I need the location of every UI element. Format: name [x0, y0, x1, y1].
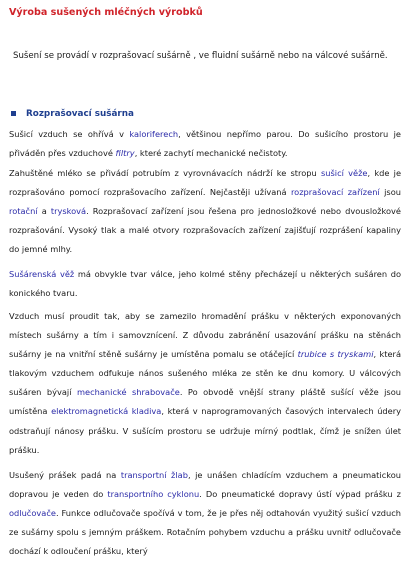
paragraph-text: Usušený prášek padá na [9, 470, 121, 480]
paragraph-rozprasovani [9, 164, 401, 259]
paragraph-text: . Do pneumatické dopravy ústí výpad prášku z [199, 489, 401, 500]
inline-link[interactable]: odlučovače [9, 508, 56, 519]
paragraph-kalorifery [9, 125, 401, 163]
section-heading [9, 109, 134, 119]
inline-link[interactable]: mechanické shrabovače [76, 387, 180, 398]
inline-link[interactable]: rotační [9, 206, 38, 217]
intro-text: Sušení se provádí v rozprašovací sušárně , ve fluidní sušárně nebo na válcové sušárně. [13, 51, 388, 61]
paragraph-text: , kde je rozprašováno pomocí rozprašovacího zařízení. Nejčastěji užívaná [9, 168, 402, 198]
paragraph-transport-prasku [9, 466, 401, 561]
paragraph-text: , většinou nepřímo parou. Do sušicího prostoru je přiváděn přes vzduchové [9, 129, 401, 159]
paragraph-text: , která v naprogramovaných časových intervalech údery odstraňují nánosy prášku. V sušícím prostoru se udržuje mírný podtlak, čímž je snížen úlet prášku. [9, 406, 402, 455]
paragraph-text: . Rozprašovací zařízení jsou řešena pro jednosložkové nebo dvousložkové rozprašování. Vysoký tlak a malé otvory rozprašovacích zařízení zajišťují rozprášení kapaliny do jemné mlhy. [9, 206, 401, 255]
paragraph-text: , která tlakovým vzduchem odfukuje nános sušeného mléka ze stěn ke dnu komory. U válcových sušáren bývají [9, 349, 402, 398]
paragraph-text: , které zachytí mechanické nečistoty. [134, 148, 288, 159]
paragraph-text: . Funkce odlučovače spočívá v tom, že je přes něj odtahován využitý sušicí vzduch ze sušárny spolu s jemným práškem. Rotačním pohybem vzduchu a prášku uvnitř odlučovače dochází k odloučení prášku, který [9, 508, 401, 557]
paragraph-susarenska-vez [9, 265, 401, 303]
inline-link[interactable]: elektromagnetická kladiva [51, 406, 162, 417]
paragraph-text: Vzduch musí proudit tak, aby se zamezilo hromadění prášku v některých exponovaných místech sušárny a tím i samovznícení. Z důvodu zabránění usazování prášku na stěnách sušárny je na vnitřní stěně sušárny je umístěna pomalu se otáčející [9, 311, 401, 360]
inline-link[interactable]: Sušárenská věž [9, 269, 75, 279]
inline-link[interactable]: transportního cyklonu [107, 489, 200, 500]
inline-link[interactable]: transportní žlab [120, 470, 188, 480]
inline-link[interactable]: sušicí věže [320, 168, 368, 178]
paragraph-text: . Po obvodě vnější strany pláště sušící věže jsou umístěna [9, 387, 401, 417]
inline-link[interactable]: filtry [115, 148, 135, 159]
inline-link[interactable]: kaloriferech [129, 129, 179, 139]
paragraph-text: má obvykle tvar válce, jeho kolmé stěny přecházejí u některých sušáren do konického tvaru. [9, 269, 401, 299]
inline-link[interactable]: trysková [50, 206, 87, 217]
paragraph-text: , je unášen chladícím vzduchem a pneumatickou dopravou je veden do [9, 470, 401, 500]
document-title: Výroba sušených mléčných výrobků [9, 7, 203, 18]
paragraph-text: Zahuštěné mléko se přivádí potrubím z vyrovnávacích nádrží ke stropu [9, 168, 321, 178]
bullet-icon [11, 111, 16, 116]
inline-link[interactable]: trubice s tryskami [297, 349, 374, 360]
paragraph-proudeni-vzduchu [9, 307, 401, 460]
paragraph-text: jsou [379, 187, 401, 198]
paragraph-text: a [37, 206, 51, 217]
paragraph-text: Sušicí vzduch se ohřívá v [9, 129, 130, 139]
section-heading-text: Rozprašovací sušárna [26, 109, 134, 119]
inline-link[interactable]: rozprašovací zařízení [290, 187, 380, 198]
intro-paragraph [9, 48, 401, 66]
